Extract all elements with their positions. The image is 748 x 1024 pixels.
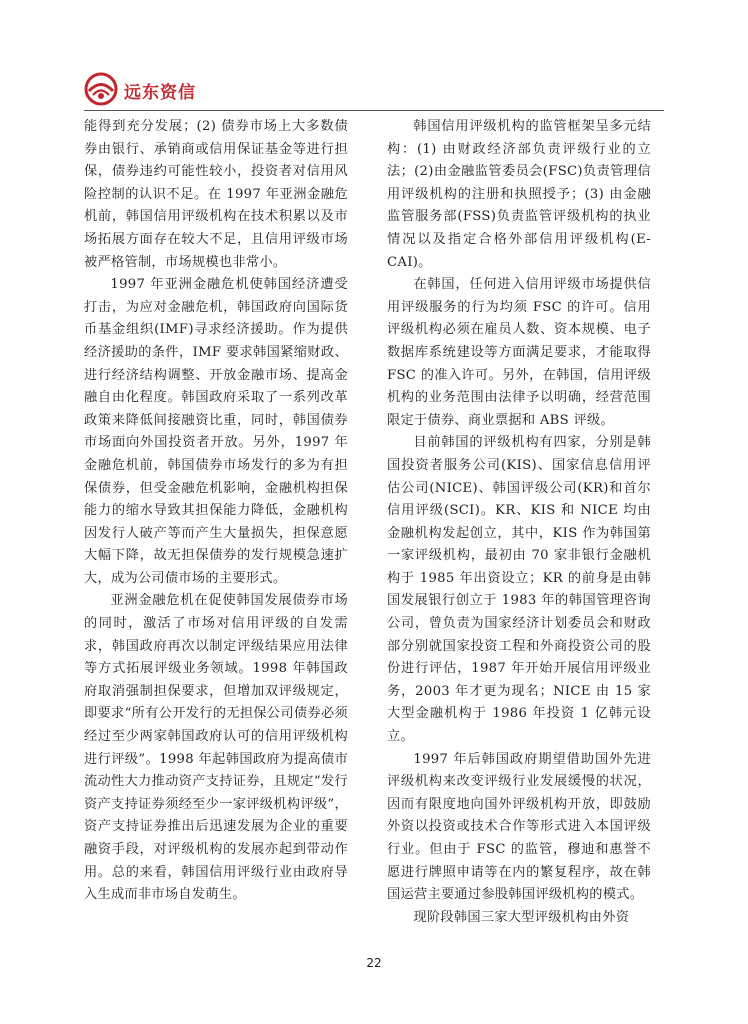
left-text-column (84, 116, 348, 907)
paragraph: 目前韩国的评级机构有四家，分别是韩国投资者服务公司(KIS)、国家信息信用评估公司(NICE)、韩国评级公司(KR)和首尔信用评级(SCI)。KR、KIS 和 NICE 均由金融机构发起创立，其中，KIS 作为韩国第一家评级机构，最初由 70 家非银行金融机构于 1985 年出资设立；KR 的前身是由韩国发展银行创立于 1983 年的韩国管理咨询公司，曾负责为国家经济计划委员会和财政部分别就国家投资工程和外商投资公司的股份进行评估，1987 年开始开展信用评级业务，2003 年才更为现名；NICE 由 15 家大型金融机构于 1986 年投资 1 亿韩元设立。 (387, 435, 651, 745)
page-header (84, 70, 664, 110)
right-text-column (387, 116, 651, 929)
paragraph: 能得到充分发展；(2) 债券市场上大多数债券由银行、承销商或信用保证基金等进行担保，债券违约可能性较小，投资者对信用风险控制的认识不足。在 1997 年亚洲金融危机前，韩国信用评级机构在技术积累以及市场拓展方面存在较大不足，且信用评级市场被严格管制，市场规模也非常小。 (84, 119, 348, 270)
header-divider (84, 110, 664, 111)
paragraph: 亚洲金融危机在促使韩国发展债券市场的同时，激活了市场对信用评级的自发需求，韩国政府再次以制定评级结果应用法律等方式拓展评级业务领域。1998 年韩国政府取消强制担保要求，但增加双评级规定，即要求“所有公开发行的无担保公司债券必须经过至少两家韩国政府认可的信用评级机构进行评级”。1998 年起韩国政府为提高债市流动性大力推动资产支持证券，且规定“发行资产支持证券须经至少一家评级机构评级”，资产支持证券推出后迅速发展为企业的重要融资手段，对评级机构的发展亦起到带动作用。总的来看，韩国信用评级行业由政府导入生成而非市场自发萌生。 (84, 593, 348, 903)
paragraph: 韩国信用评级机构的监管框架呈多元结构：(1) 由财政经济部负责评级行业的立法；(2)由金融监管委员会(FSC)负责管理信用评级机构的注册和执照授予；(3) 由金融监管服务部(FSS)负责监管评级机构的执业情况以及指定合格外部信用评级机构(E-CAI)。 (387, 119, 651, 270)
company-logo-icon (84, 72, 118, 106)
paragraph: 现阶段韩国三家大型评级机构由外资 (413, 909, 630, 925)
paragraph: 1997 年亚洲金融危机使韩国经济遭受打击，为应对金融危机，韩国政府向国际货币基金组织(IMF)寻求经济援助。作为提供经济援助的条件，IMF 要求韩国紧缩财政、进行经济结构调整、开放金融市场、提高金融自由化程度。韩国政府采取了一系列改革政策来降低间接融资比重，同时，韩国债券市场面向外国投资者开放。另外，1997 年金融危机前，韩国债券市场发行的多为有担保债券，但受金融危机影响，金融机构担保能力的缩水导致其担保能力降低，金融机构因发行人破产等而产生大量损失，担保意愿大幅下降，故无担保债券的发行规模急速扩大，成为公司债市场的主要形式。 (84, 277, 348, 586)
page-number: 22 (366, 956, 382, 970)
company-logo-text: 远东资信 (124, 83, 196, 103)
paragraph: 在韩国，任何进入信用评级市场提供信用评级服务的行为均须 FSC 的许可。信用评级机构必须在雇员人数、资本规模、电子数据库系统建设等方面满足要求，才能取得 FSC 的准入许可。另外，在韩国，信用评级机构的业务范围由法律予以明确，经营范围限定于债券、商业票据和 ABS 评级。 (387, 277, 651, 428)
paragraph: 1997 年后韩国政府期望借助国外先进评级机构来改变评级行业发展缓慢的状况，因而有限度地向国外评级机构开放，即鼓励外资以投资或技术合作等形式进入本国评级行业。但由于 FSC 的监管，穆迪和惠誉不愿进行牌照申请等在内的繁复程序，故在韩国运营主要通过参股韩国评级机构的模式。 (387, 751, 651, 903)
